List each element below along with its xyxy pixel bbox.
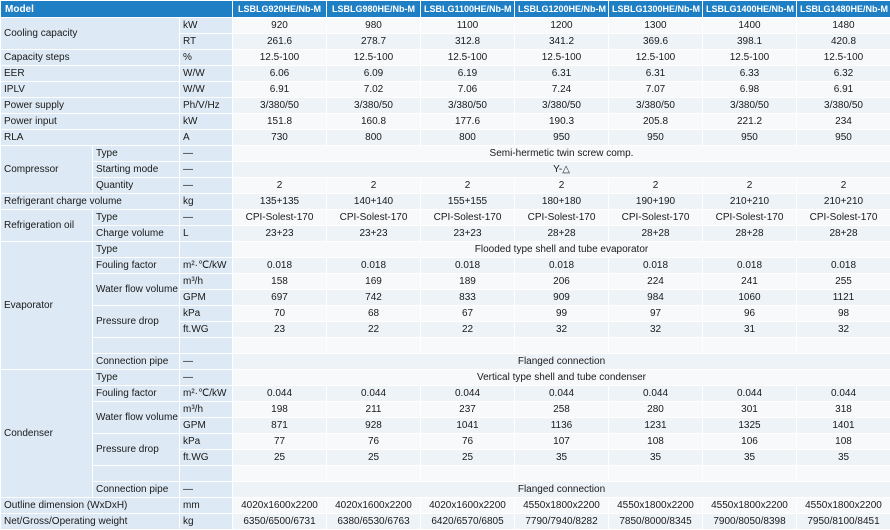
unit-label: m²·℃/kW (180, 386, 233, 402)
sub-parameter-label: Type (93, 242, 180, 258)
value-cell: 3/380/50 (703, 98, 797, 114)
value-cell: 12.5-100 (515, 50, 609, 66)
value-cell: 3/380/50 (797, 98, 890, 114)
table-row (1, 162, 890, 178)
value-cell (233, 466, 327, 482)
value-cell: 950 (797, 130, 890, 146)
value-cell: 25 (233, 450, 327, 466)
unit-label: L (180, 226, 233, 242)
value-cell: 3/380/50 (233, 98, 327, 114)
unit-label: kW (180, 18, 233, 34)
value-cell: 4020x1600x2200 (421, 498, 515, 514)
sub-parameter-label: Quantity (93, 178, 180, 194)
unit-label: A (180, 130, 233, 146)
value-cell: 742 (327, 290, 421, 306)
parameter-label: Evaporator (1, 242, 93, 370)
table-row (1, 130, 890, 146)
value-cell: 0.018 (515, 258, 609, 274)
value-cell: 920 (233, 18, 327, 34)
value-cell: 35 (609, 450, 703, 466)
unit-label: kPa (180, 306, 233, 322)
value-cell: 28+28 (609, 226, 703, 242)
model-header: Model (1, 1, 233, 18)
model-column-header: LSBLG1300HE/Nb-M (609, 1, 703, 18)
sub-parameter-label: Fouling factor (93, 258, 180, 274)
value-cell (609, 338, 703, 354)
sub-parameter-label: Pressure drop (93, 434, 180, 466)
value-cell: 1300 (609, 18, 703, 34)
value-cell: 1121 (797, 290, 890, 306)
table-row (1, 242, 890, 258)
value-cell: 241 (703, 274, 797, 290)
unit-label: kW (180, 114, 233, 130)
value-cell: 35 (797, 450, 890, 466)
value-cell: 210+210 (797, 194, 890, 210)
value-cell (327, 466, 421, 482)
value-cell: 980 (327, 18, 421, 34)
value-cell: 7790/7940/8282 (515, 514, 609, 530)
value-cell: 169 (327, 274, 421, 290)
value-cell: 3/380/50 (515, 98, 609, 114)
value-cell: 205.8 (609, 114, 703, 130)
value-cell: 1060 (703, 290, 797, 306)
unit-label: mm (180, 498, 233, 514)
value-cell: 12.5-100 (797, 50, 890, 66)
parameter-label: Condenser (1, 370, 93, 498)
value-cell (327, 338, 421, 354)
value-cell: 237 (421, 402, 515, 418)
value-cell: 800 (327, 130, 421, 146)
value-cell: 0.018 (421, 258, 515, 274)
value-cell: 23 (233, 322, 327, 338)
value-cell: 2 (797, 178, 890, 194)
value-cell: 7850/8000/8345 (609, 514, 703, 530)
value-cell: 190+190 (609, 194, 703, 210)
value-cell: 398.1 (703, 34, 797, 50)
value-cell: 96 (703, 306, 797, 322)
unit-label (180, 338, 233, 354)
value-cell: 984 (609, 290, 703, 306)
value-cell: 70 (233, 306, 327, 322)
parameter-label: Refrigeration oil (1, 210, 93, 242)
value-cell: 151.8 (233, 114, 327, 130)
spanning-value: Semi-hermetic twin screw comp. (233, 146, 890, 162)
table-row (1, 82, 890, 98)
value-cell: 871 (233, 418, 327, 434)
unit-label: kg (180, 514, 233, 530)
model-column-header: LSBLG920HE/Nb-M (233, 1, 327, 18)
model-column-header: LSBLG980HE/Nb-M (327, 1, 421, 18)
value-cell: 6380/6530/6763 (327, 514, 421, 530)
value-cell: 950 (515, 130, 609, 146)
spanning-value: Flanged connection (233, 354, 890, 370)
value-cell: 190.3 (515, 114, 609, 130)
value-cell: 68 (327, 306, 421, 322)
parameter-label: Power supply (1, 98, 180, 114)
value-cell: 23+23 (233, 226, 327, 242)
unit-label: kPa (180, 434, 233, 450)
table-row (1, 146, 890, 162)
value-cell: 107 (515, 434, 609, 450)
value-cell: 0.018 (233, 258, 327, 274)
value-cell (515, 338, 609, 354)
value-cell: 177.6 (421, 114, 515, 130)
value-cell (797, 338, 890, 354)
value-cell: 4020x1600x2200 (327, 498, 421, 514)
value-cell (797, 466, 890, 482)
table-row (1, 226, 890, 242)
table-row (1, 338, 890, 354)
value-cell: 6.31 (609, 66, 703, 82)
value-cell: 234 (797, 114, 890, 130)
value-cell: 12.5-100 (233, 50, 327, 66)
value-cell: 7900/8050/8398 (703, 514, 797, 530)
value-cell: 12.5-100 (327, 50, 421, 66)
value-cell: 2 (327, 178, 421, 194)
value-cell: 6.06 (233, 66, 327, 82)
value-cell: CPI-Solest-170 (703, 210, 797, 226)
value-cell: 0.044 (515, 386, 609, 402)
unit-label: — (180, 162, 233, 178)
value-cell: 32 (609, 322, 703, 338)
value-cell: 206 (515, 274, 609, 290)
unit-label (180, 242, 233, 258)
value-cell: 800 (421, 130, 515, 146)
value-cell: 1231 (609, 418, 703, 434)
unit-label: GPM (180, 418, 233, 434)
sub-parameter-label: Type (93, 370, 180, 386)
value-cell: 12.5-100 (609, 50, 703, 66)
table-row (1, 370, 890, 386)
value-cell: 2 (609, 178, 703, 194)
value-cell: 108 (609, 434, 703, 450)
value-cell: 12.5-100 (703, 50, 797, 66)
value-cell: 1136 (515, 418, 609, 434)
value-cell: 23+23 (421, 226, 515, 242)
sub-parameter-label: Connection pipe (93, 482, 180, 498)
value-cell: 28+28 (797, 226, 890, 242)
value-cell: 23+23 (327, 226, 421, 242)
unit-label: — (180, 210, 233, 226)
value-cell: 0.018 (327, 258, 421, 274)
parameter-label: Outline dimension (WxDxH) (1, 498, 180, 514)
table-row (1, 114, 890, 130)
value-cell: 35 (515, 450, 609, 466)
value-cell: 25 (421, 450, 515, 466)
unit-label: GPM (180, 290, 233, 306)
value-cell: 6.31 (515, 66, 609, 82)
value-cell (609, 466, 703, 482)
value-cell: 155+155 (421, 194, 515, 210)
sub-parameter-label: Water flow volume (93, 274, 180, 306)
value-cell: CPI-Solest-170 (609, 210, 703, 226)
unit-label (180, 466, 233, 482)
value-cell: 135+135 (233, 194, 327, 210)
value-cell: 180+180 (515, 194, 609, 210)
value-cell: 909 (515, 290, 609, 306)
value-cell: 312.8 (421, 34, 515, 50)
unit-label: % (180, 50, 233, 66)
table-row (1, 386, 890, 402)
value-cell: 224 (609, 274, 703, 290)
table-row (1, 178, 890, 194)
unit-label: W/W (180, 66, 233, 82)
value-cell: 189 (421, 274, 515, 290)
value-cell: CPI-Solest-170 (797, 210, 890, 226)
value-cell: CPI-Solest-170 (515, 210, 609, 226)
unit-label: W/W (180, 82, 233, 98)
value-cell: 32 (797, 322, 890, 338)
value-cell (703, 338, 797, 354)
value-cell: 198 (233, 402, 327, 418)
value-cell: 7.07 (609, 82, 703, 98)
value-cell: 6.19 (421, 66, 515, 82)
sub-parameter-label: Connection pipe (93, 354, 180, 370)
table-row (1, 258, 890, 274)
value-cell: 0.018 (609, 258, 703, 274)
value-cell: 301 (703, 402, 797, 418)
unit-label: — (180, 146, 233, 162)
table-row (1, 18, 890, 34)
parameter-label: Capacity steps (1, 50, 180, 66)
value-cell: 67 (421, 306, 515, 322)
value-cell: 76 (421, 434, 515, 450)
value-cell: 278.7 (327, 34, 421, 50)
value-cell: 6.09 (327, 66, 421, 82)
unit-label: RT (180, 34, 233, 50)
value-cell: 3/380/50 (327, 98, 421, 114)
sub-parameter-label: Fouling factor (93, 386, 180, 402)
value-cell: 106 (703, 434, 797, 450)
spanning-value: Y-△ (233, 162, 890, 178)
value-cell: 6350/6500/6731 (233, 514, 327, 530)
table-row (1, 274, 890, 290)
value-cell: 420.8 (797, 34, 890, 50)
table-row (1, 306, 890, 322)
sub-parameter-label: Charge volume (93, 226, 180, 242)
value-cell: 12.5-100 (421, 50, 515, 66)
value-cell: 0.044 (233, 386, 327, 402)
spanning-value: Flooded type shell and tube evaporator (233, 242, 890, 258)
model-column-header: LSBLG1100HE/Nb-M (421, 1, 515, 18)
value-cell: 4550x1800x2200 (609, 498, 703, 514)
unit-label: — (180, 178, 233, 194)
table-row (1, 194, 890, 210)
value-cell: 1401 (797, 418, 890, 434)
value-cell: 25 (327, 450, 421, 466)
unit-label: kg (180, 194, 233, 210)
value-cell: 210+210 (703, 194, 797, 210)
value-cell (421, 338, 515, 354)
value-cell: 7950/8100/8451 (797, 514, 890, 530)
table-row (1, 434, 890, 450)
value-cell: 4550x1800x2200 (515, 498, 609, 514)
unit-label: — (180, 482, 233, 498)
value-cell: 3/380/50 (421, 98, 515, 114)
value-cell: 0.044 (327, 386, 421, 402)
header-row (1, 1, 890, 18)
value-cell: 6.91 (233, 82, 327, 98)
parameter-label: Compressor (1, 146, 93, 194)
value-cell: 369.6 (609, 34, 703, 50)
value-cell: 730 (233, 130, 327, 146)
value-cell: 4550x1800x2200 (797, 498, 890, 514)
value-cell: 77 (233, 434, 327, 450)
value-cell: 6.33 (703, 66, 797, 82)
value-cell: 22 (327, 322, 421, 338)
value-cell: 35 (703, 450, 797, 466)
value-cell: 211 (327, 402, 421, 418)
value-cell: 158 (233, 274, 327, 290)
value-cell: 6420/6570/6805 (421, 514, 515, 530)
sub-parameter-label: Water flow volume (93, 402, 180, 434)
value-cell (703, 466, 797, 482)
table-row (1, 66, 890, 82)
value-cell: 6.98 (703, 82, 797, 98)
unit-label: m²·℃/kW (180, 258, 233, 274)
parameter-label: RLA (1, 130, 180, 146)
value-cell: 31 (703, 322, 797, 338)
value-cell: 22 (421, 322, 515, 338)
spanning-value: Vertical type shell and tube condenser (233, 370, 890, 386)
model-column-header: LSBLG1480HE/Nb-M (797, 1, 890, 18)
value-cell: 4550x1800x2200 (703, 498, 797, 514)
value-cell: 258 (515, 402, 609, 418)
value-cell: 1041 (421, 418, 515, 434)
spec-body (1, 18, 890, 530)
sub-parameter-label: Type (93, 146, 180, 162)
value-cell: 32 (515, 322, 609, 338)
value-cell: 1325 (703, 418, 797, 434)
value-cell: 950 (609, 130, 703, 146)
unit-label: m³/h (180, 402, 233, 418)
value-cell: 2 (233, 178, 327, 194)
sub-parameter-label: Type (93, 210, 180, 226)
table-row (1, 466, 890, 482)
value-cell: 2 (515, 178, 609, 194)
unit-label: ft.WG (180, 322, 233, 338)
value-cell: 97 (609, 306, 703, 322)
model-column-header: LSBLG1400HE/Nb-M (703, 1, 797, 18)
value-cell: 0.044 (609, 386, 703, 402)
value-cell: 255 (797, 274, 890, 290)
value-cell: 7.02 (327, 82, 421, 98)
value-cell: 221.2 (703, 114, 797, 130)
value-cell (233, 338, 327, 354)
value-cell: 108 (797, 434, 890, 450)
value-cell: 0.044 (703, 386, 797, 402)
value-cell: CPI-Solest-170 (421, 210, 515, 226)
value-cell: 28+28 (703, 226, 797, 242)
value-cell: 1480 (797, 18, 890, 34)
unit-label: — (180, 354, 233, 370)
parameter-label: EER (1, 66, 180, 82)
table-row (1, 402, 890, 418)
value-cell (515, 466, 609, 482)
value-cell: 0.044 (797, 386, 890, 402)
value-cell: 261.6 (233, 34, 327, 50)
value-cell: 28+28 (515, 226, 609, 242)
unit-label: ft.WG (180, 450, 233, 466)
value-cell: 6.32 (797, 66, 890, 82)
value-cell: 2 (703, 178, 797, 194)
value-cell: 6.91 (797, 82, 890, 98)
sub-parameter-label: Starting mode (93, 162, 180, 178)
value-cell: 4020x1600x2200 (233, 498, 327, 514)
value-cell: 0.044 (421, 386, 515, 402)
value-cell: 318 (797, 402, 890, 418)
parameter-label: Cooling capacity (1, 18, 180, 50)
value-cell: 1200 (515, 18, 609, 34)
sub-parameter-label: Pressure drop (93, 306, 180, 338)
value-cell: CPI-Solest-170 (327, 210, 421, 226)
value-cell: 98 (797, 306, 890, 322)
value-cell: 833 (421, 290, 515, 306)
parameter-label: Net/Gross/Operating weight (1, 514, 180, 530)
parameter-label: Power input (1, 114, 180, 130)
table-row (1, 498, 890, 514)
value-cell: 140+140 (327, 194, 421, 210)
value-cell: 280 (609, 402, 703, 418)
table-row (1, 514, 890, 530)
parameter-label: Refrigerant charge volume (1, 194, 180, 210)
value-cell: 0.018 (797, 258, 890, 274)
table-row (1, 482, 890, 498)
table-row (1, 210, 890, 226)
table-row (1, 98, 890, 114)
value-cell: 7.06 (421, 82, 515, 98)
value-cell: 341.2 (515, 34, 609, 50)
unit-label: — (180, 370, 233, 386)
value-cell: 3/380/50 (609, 98, 703, 114)
value-cell: 7.24 (515, 82, 609, 98)
value-cell: 0.018 (703, 258, 797, 274)
value-cell: CPI-Solest-170 (233, 210, 327, 226)
table-row (1, 50, 890, 66)
sub-parameter-label (93, 466, 180, 482)
value-cell: 2 (421, 178, 515, 194)
value-cell: 928 (327, 418, 421, 434)
value-cell: 697 (233, 290, 327, 306)
sub-parameter-label (93, 338, 180, 354)
value-cell: 950 (703, 130, 797, 146)
table-row (1, 354, 890, 370)
model-column-header: LSBLG1200HE/Nb-M (515, 1, 609, 18)
value-cell: 76 (327, 434, 421, 450)
value-cell: 99 (515, 306, 609, 322)
value-cell (421, 466, 515, 482)
value-cell: 1100 (421, 18, 515, 34)
unit-label: m³/h (180, 274, 233, 290)
unit-label: Ph/V/Hz (180, 98, 233, 114)
spanning-value: Flanged connection (233, 482, 890, 498)
value-cell: 1400 (703, 18, 797, 34)
value-cell: 160.8 (327, 114, 421, 130)
parameter-label: IPLV (1, 82, 180, 98)
